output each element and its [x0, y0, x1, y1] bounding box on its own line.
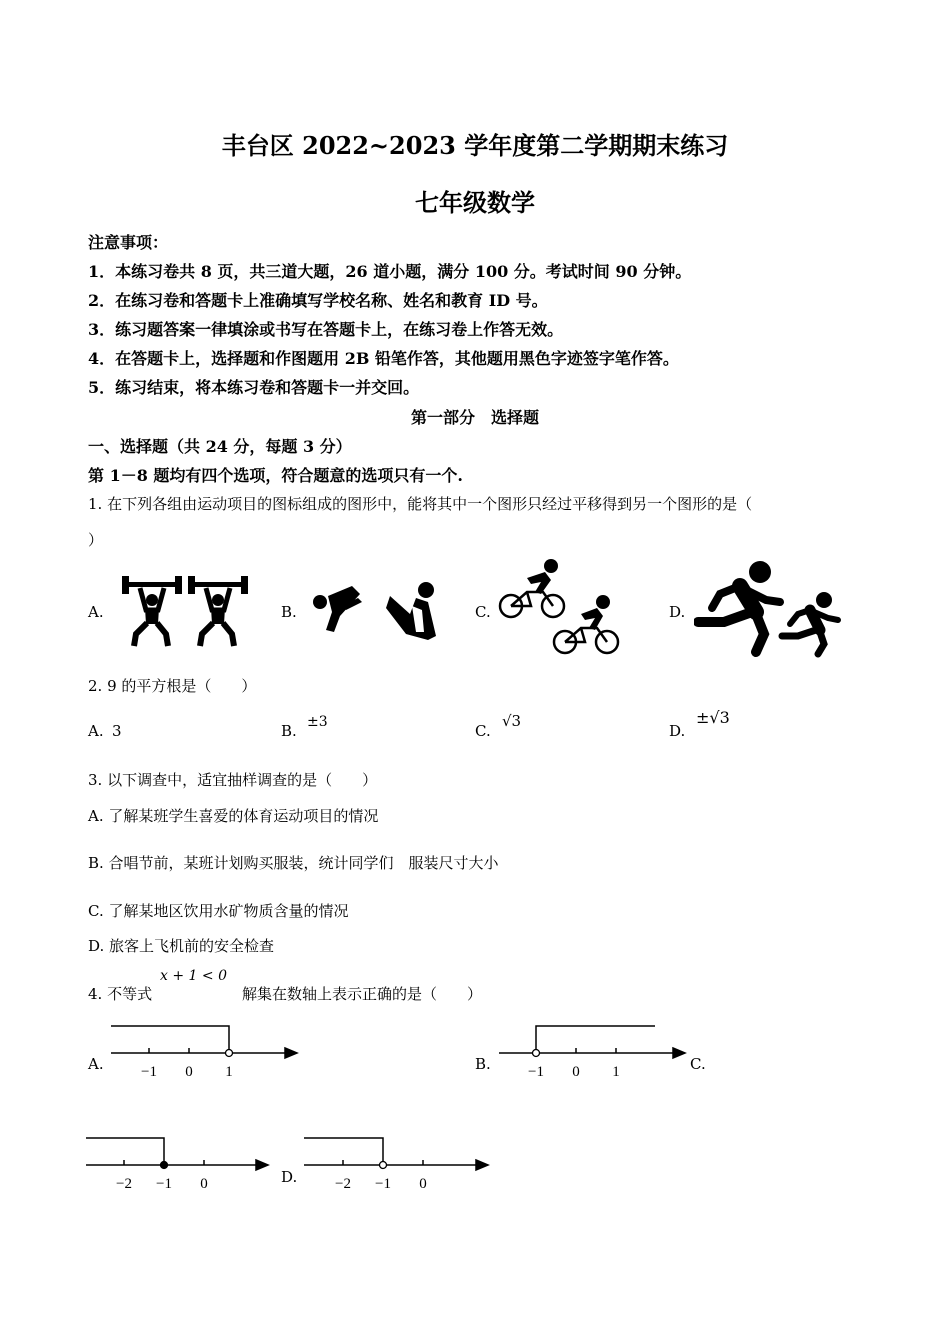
question-2-stem: 2. 9 的平方根是（ ）	[88, 677, 257, 695]
number-line-a	[105, 1020, 305, 1085]
high-jump-icon	[312, 576, 442, 646]
exam-title: 丰台区 2022~2023 学年度第二学期期末练习	[221, 131, 729, 160]
section-heading: 一、选择题（共 24 分，每题 3 分）	[88, 437, 352, 456]
tick-label: −2	[116, 1176, 132, 1192]
q4-option-a-label: A.	[88, 1055, 104, 1073]
question-3-stem: 3. 以下调查中，适宜抽样调查的是（ ）	[88, 771, 378, 789]
question-1-stem-end: ）	[88, 531, 104, 549]
tick-label: 0	[572, 1064, 580, 1080]
q1-option-d-label: D.	[669, 603, 686, 621]
q2-option-c-value: √3	[502, 712, 522, 730]
q2-option-b-label: B.	[281, 722, 297, 740]
q1-option-a-label: A.	[88, 603, 104, 621]
exam-subject: 七年级数学	[415, 188, 535, 217]
q2-option-a-value: 3	[112, 722, 122, 740]
part-title: 第一部分 选择题	[410, 408, 539, 427]
cycling-icon	[497, 558, 621, 656]
number-line-c	[84, 1132, 284, 1197]
tick-label: −2	[335, 1176, 351, 1192]
q1-option-c-label: C.	[475, 603, 491, 621]
tick-label: 1	[612, 1064, 620, 1080]
tick-label: 0	[419, 1176, 427, 1192]
q2-option-b-value: ±3	[307, 714, 328, 730]
tick-label: 0	[185, 1064, 193, 1080]
q3-option-c: C. 了解某地区饮用水矿物质含量的情况	[88, 902, 349, 920]
number-line-d	[302, 1132, 502, 1197]
tick-label: 0	[200, 1176, 208, 1192]
q4-option-b-label: B.	[475, 1055, 491, 1073]
q2-option-d-label: D.	[669, 722, 686, 740]
tick-label: −1	[156, 1176, 172, 1192]
tick-label: 1	[225, 1064, 233, 1080]
q2-option-d-value: ±√3	[696, 708, 730, 727]
note-item: 5．练习结束，将本练习卷和答题卡一并交回。	[88, 378, 420, 397]
note-item: 3．练习题答案一律填涂或书写在答题卡上，在练习卷上作答无效。	[88, 320, 564, 339]
section-instruction: 第 1－8 题均有四个选项，符合题意的选项只有一个.	[88, 466, 463, 485]
notes-heading: 注意事项：	[88, 233, 169, 252]
question-4-stem-post: 解集在数轴上表示正确的是（ ）	[242, 985, 483, 1003]
q1-option-b-label: B.	[281, 603, 297, 621]
q2-option-c-label: C.	[475, 722, 491, 740]
tick-label: −1	[375, 1176, 391, 1192]
q4-option-c-label: C.	[690, 1055, 706, 1073]
weightlifting-icon	[118, 576, 254, 648]
tick-label: −1	[141, 1064, 157, 1080]
running-icon	[694, 560, 844, 658]
question-4-inequality: x + 1 < 0	[160, 968, 227, 984]
note-item: 2．在练习卷和答题卡上准确填写学校名称、姓名和教育 ID 号。	[88, 291, 548, 310]
question-1-stem: 1. 在下列各组由运动项目的图标组成的图形中，能将其中一个图形只经过平移得到另一个图形的是（	[88, 495, 753, 513]
q3-option-b: B. 合唱节前，某班计划购买服装，统计同学们 服装尺寸大小	[88, 854, 499, 872]
q3-option-a: A. 了解某班学生喜爱的体育运动项目的情况	[88, 807, 379, 825]
note-item: 4．在答题卡上，选择题和作图题用 2B 铅笔作答，其他题用黑色字迹签字笔作答。	[88, 349, 679, 368]
q4-option-d-label: D.	[281, 1168, 298, 1186]
note-item: 1．本练习卷共 8 页，共三道大题，26 道小题，满分 100 分。考试时间 90 分钟。	[88, 262, 692, 281]
question-4-stem-pre: 4. 不等式	[88, 985, 153, 1003]
number-line-b	[493, 1020, 693, 1085]
tick-label: −1	[528, 1064, 544, 1080]
q2-option-a-label: A.	[88, 722, 104, 740]
q3-option-d: D. 旅客上飞机前的安全检查	[88, 937, 275, 955]
